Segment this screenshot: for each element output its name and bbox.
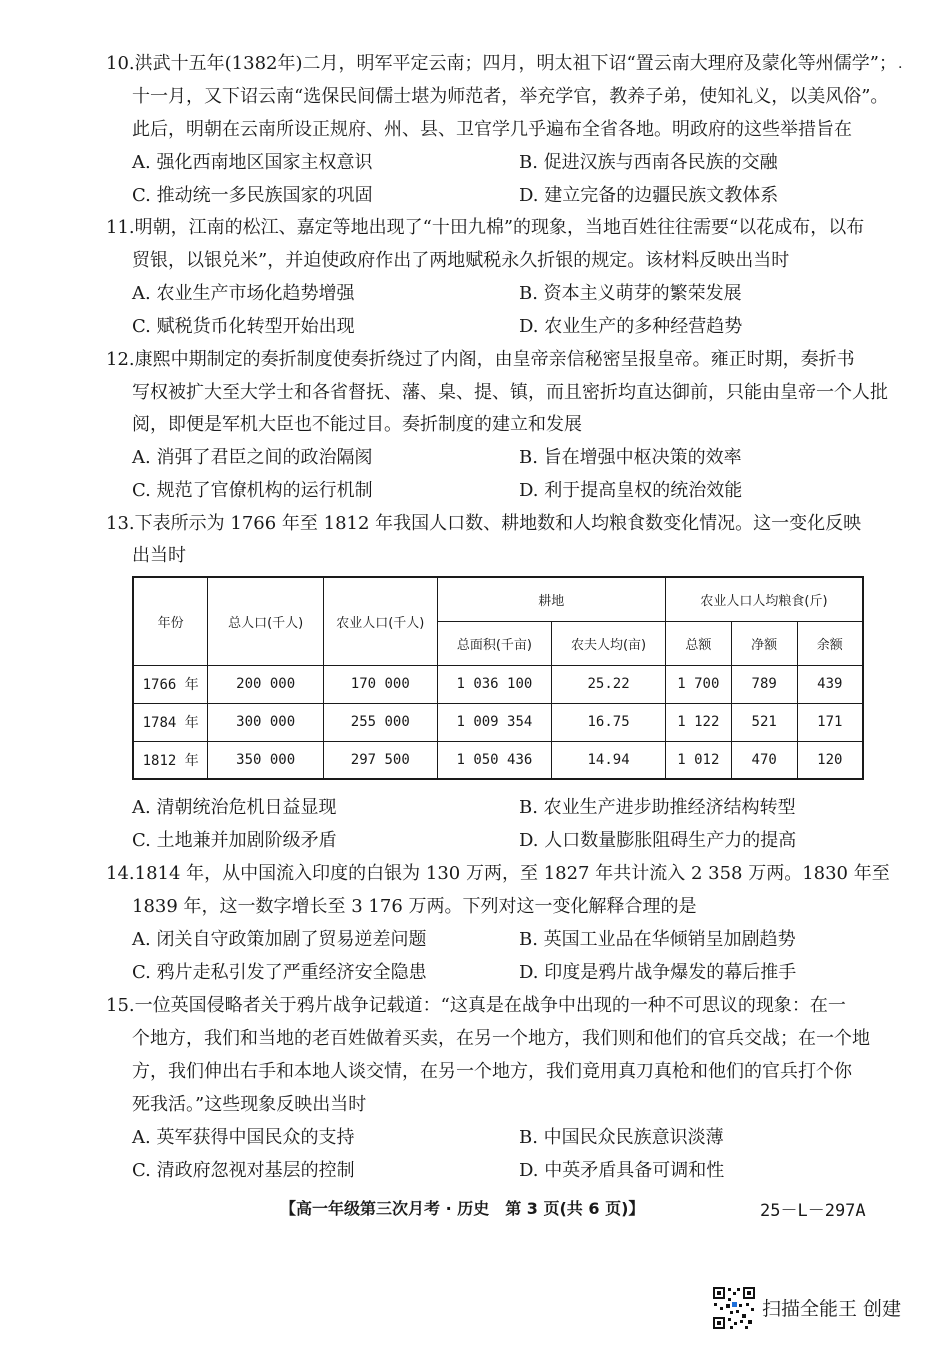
question-10-option-c[interactable]: C. 推动统一多民族国家的巩固: [132, 185, 373, 206]
question-10-line-1: [106, 52, 897, 76]
question-12-option-a[interactable]: A. 消弭了君臣之间的政治隔阂: [132, 447, 373, 468]
question-10-line-2: 十一月，又下诏云南“选保民间儒士堪为师范者，举充学官，教养子弟，使知礼义，以美风俗”。: [132, 86, 889, 107]
question-text: 1814 年，从中国流入印度的白银为 130 万两，至 1827 年共计流入 2 358 万两。1830 年至: [134, 863, 890, 884]
table-cell: 16.75: [552, 703, 666, 741]
header-farmland: 耕地: [437, 577, 665, 621]
table-cell: 120: [797, 741, 863, 779]
header-grain: 农业人口人均粮食(斤): [665, 577, 863, 621]
question-13-option-c[interactable]: C. 土地兼并加剧阶级矛盾: [132, 830, 337, 851]
table-row: [133, 741, 863, 779]
question-14-option-b[interactable]: B. 英国工业品在华倾销呈加剧趋势: [519, 929, 796, 950]
question-number: 11.: [106, 217, 135, 238]
table-cell: 1784 年: [133, 703, 208, 741]
population-table: [132, 576, 864, 780]
question-text: 洪武十五年(1382年)二月，明军平定云南；四月，明太祖下诏“置云南大理府及蒙化等州儒学”；: [134, 53, 897, 74]
question-11-option-b[interactable]: B. 资本主义萌芽的繁荣发展: [519, 283, 742, 304]
question-10-option-d[interactable]: D. 建立完备的边疆民族文教体系: [519, 185, 779, 206]
question-12-line-3: 阅，即便是军机大臣也不能过目。奏折制度的建立和发展: [132, 414, 582, 435]
question-15-option-a[interactable]: A. 英军获得中国民众的支持: [132, 1127, 355, 1148]
question-12-line-2: 写权被扩大至大学士和各省督抚、藩、臬、提、镇，而且密折均直达御前，只能由皇帝一个人批: [132, 382, 888, 403]
table-row: [133, 703, 863, 741]
question-text: 康熙中期制定的奏折制度使奏折绕过了内阁，由皇帝亲信秘密呈报皇帝。雍正时期，奏折书: [134, 349, 855, 370]
table-cell: 297 500: [323, 741, 437, 779]
scanner-watermark: 扫描全能王 创建: [762, 1298, 902, 1320]
table-cell: 1812 年: [133, 741, 208, 779]
table-cell: 1 036 100: [437, 665, 552, 703]
table-cell: 171: [797, 703, 863, 741]
header-year: 年份: [133, 577, 208, 665]
table-cell: 14.94: [552, 741, 666, 779]
header-agri-pop: 农业人口(千人): [323, 577, 437, 665]
margin-dot: .: [898, 56, 903, 72]
question-text: 一位英国侵略者关于鸦片战争记载道：“这真是在战争中出现的一种不可思议的现象：在一: [134, 995, 846, 1016]
header-farmland-total: 总面积(千亩): [437, 621, 552, 665]
question-12-option-d[interactable]: D. 利于提高皇权的统治效能: [519, 480, 743, 501]
question-13-option-d[interactable]: D. 人口数量膨胀阻碍生产力的提高: [519, 830, 797, 851]
question-10-line-3: 此后，明朝在云南所设正规府、州、县、卫官学几乎遍布全省各地。明政府的这些举措旨在: [132, 119, 852, 140]
question-number: 13.: [106, 513, 135, 534]
question-15-line-3: 方，我们伸出右手和本地人谈交情，在另一个地方，我们竟用真刀真枪和他们的官兵打个你: [132, 1061, 852, 1082]
question-14-option-d[interactable]: D. 印度是鸦片战争爆发的幕后推手: [519, 962, 797, 983]
question-11-option-d[interactable]: D. 农业生产的多种经营趋势: [519, 316, 743, 337]
header-farmland-per: 农夫人均(亩): [552, 621, 666, 665]
table-cell: 789: [731, 665, 797, 703]
table-cell: 1 012: [665, 741, 731, 779]
question-15-option-c[interactable]: C. 清政府忽视对基层的控制: [132, 1160, 355, 1181]
question-10-option-b[interactable]: B. 促进汉族与西南各民族的交融: [519, 152, 778, 173]
page-footer: 【高一年级第三次月考 · 历史 第 3 页(共 6 页)】: [280, 1199, 645, 1218]
question-11-line-2: 贸银，以银兑米”，并迫使政府作出了两地赋税永久折银的规定。该材料反映出当时: [132, 250, 790, 271]
table-cell: 521: [731, 703, 797, 741]
question-text: 明朝，江南的松江、嘉定等地出现了“十田九棉”的现象，当地百姓往往需要“以花成布，以布: [134, 217, 865, 238]
question-15-option-d[interactable]: D. 中英矛盾具备可调和性: [519, 1160, 725, 1181]
header-grain-net: 净额: [731, 621, 797, 665]
table-cell: 255 000: [323, 703, 437, 741]
question-12-option-c[interactable]: C. 规范了官僚机构的运行机制: [132, 480, 373, 501]
table-cell: 170 000: [323, 665, 437, 703]
question-14-line-1: [106, 862, 890, 886]
table-cell: 1766 年: [133, 665, 208, 703]
table-cell: 200 000: [208, 665, 324, 703]
header-grain-total: 总额: [665, 621, 731, 665]
table-header-row: [133, 577, 863, 621]
question-14-option-c[interactable]: C. 鸦片走私引发了严重经济安全隐患: [132, 962, 427, 983]
question-15-line-2: 个地方，我们和当地的老百姓做着买卖，在另一个地方，我们则和他们的官兵交战；在一个地: [132, 1028, 870, 1049]
question-number: 10.: [106, 53, 135, 74]
question-15-line-4: 死我活。”这些现象反映出当时: [132, 1094, 367, 1115]
header-total-pop: 总人口(千人): [208, 577, 324, 665]
question-15-option-b[interactable]: B. 中国民众民族意识淡薄: [519, 1127, 724, 1148]
question-12-option-b[interactable]: B. 旨在增强中枢决策的效率: [519, 447, 742, 468]
question-number: 12.: [106, 349, 135, 370]
question-number: 15.: [106, 995, 135, 1016]
question-11-line-1: [106, 216, 864, 240]
table-cell: 1 122: [665, 703, 731, 741]
table-row: [133, 665, 863, 703]
table-cell: 1 050 436: [437, 741, 552, 779]
question-13-option-a[interactable]: A. 清朝统治危机日益显现: [132, 797, 337, 818]
question-14-line-2: 1839 年，这一数字增长至 3 176 万两。下列对这一变化解释合理的是: [132, 896, 697, 917]
question-11-option-a[interactable]: A. 农业生产市场化趋势增强: [132, 283, 355, 304]
question-15-line-1: [106, 994, 846, 1018]
question-10-option-a[interactable]: A. 强化西南地区国家主权意识: [132, 152, 373, 173]
question-13-option-b[interactable]: B. 农业生产进步助推经济结构转型: [519, 797, 796, 818]
question-12-line-1: [106, 348, 855, 372]
question-13-line-2: 出当时: [132, 545, 186, 566]
table-cell: 1 009 354: [437, 703, 552, 741]
question-number: 14.: [106, 863, 135, 884]
table-cell: 439: [797, 665, 863, 703]
table-cell: 470: [731, 741, 797, 779]
table-cell: 350 000: [208, 741, 324, 779]
header-grain-surplus: 余额: [797, 621, 863, 665]
question-13-line-1: [106, 512, 861, 536]
table-cell: 1 700: [665, 665, 731, 703]
table-cell: 300 000: [208, 703, 324, 741]
exam-code: 25－L－297A: [760, 1201, 866, 1221]
table-cell: 25.22: [552, 665, 666, 703]
question-text: 下表所示为 1766 年至 1812 年我国人口数、耕地数和人均粮食数变化情况。这一变化反映: [134, 513, 862, 534]
qr-code-icon: [712, 1286, 756, 1330]
question-14-option-a[interactable]: A. 闭关自守政策加剧了贸易逆差问题: [132, 929, 427, 950]
question-11-option-c[interactable]: C. 赋税货币化转型开始出现: [132, 316, 355, 337]
